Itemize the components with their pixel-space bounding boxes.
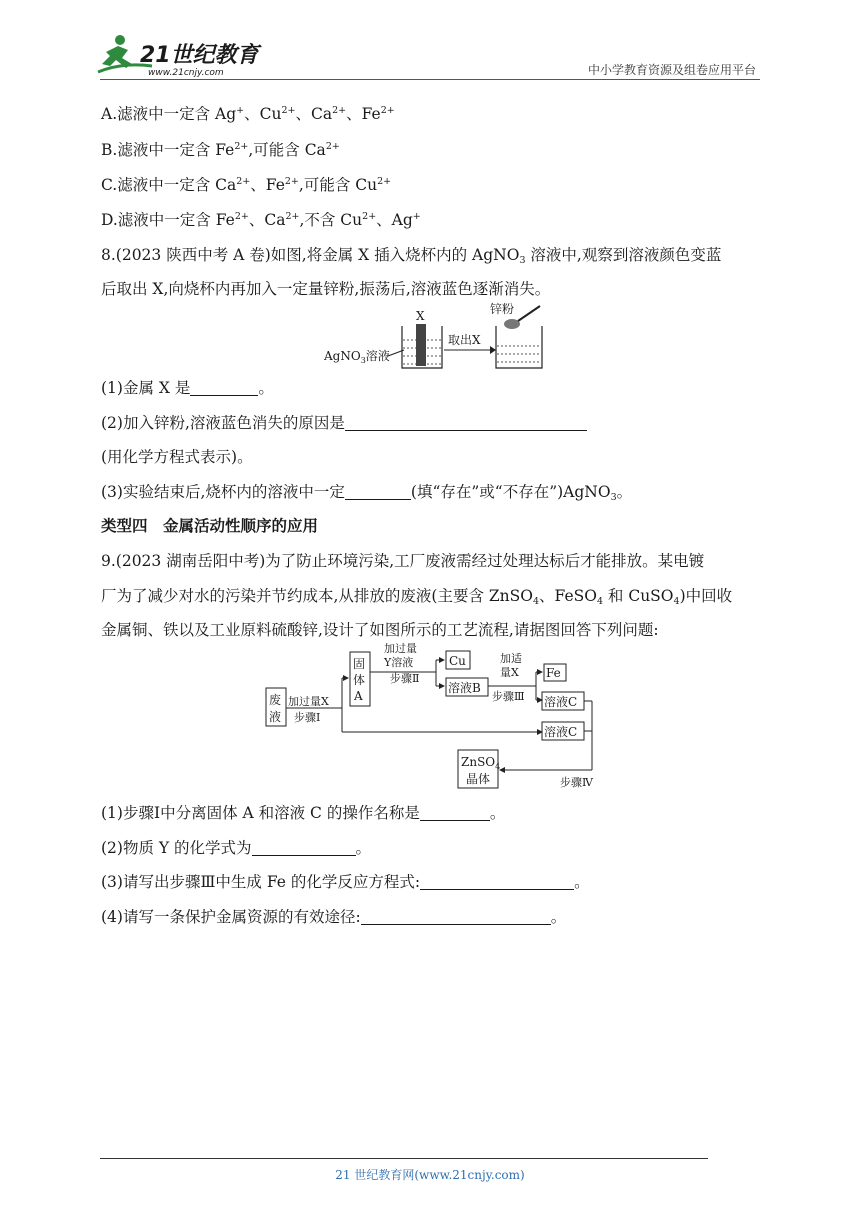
step3-label-a: 加适 [500,652,522,665]
step1-label-b: 步骤Ⅰ [294,711,321,724]
platform-name: 中小学教育资源及组卷应用平台 [587,63,756,77]
svg-text:溶液B: 溶液B [448,681,481,695]
step2-label-b: Y溶液 [384,656,414,669]
step2-label-a: 加过量 [384,642,417,655]
header-divider [100,79,760,80]
svg-text:溶液C: 溶液C [544,695,578,709]
q8-stem-line1: 8.(2023 陕西中考 A 卷)如图,将金属 X 插入烧杯内的 AgNO$_3$ 溶液中,观察到溶液颜色变蓝 [101,246,722,266]
svg-text:Fe: Fe [546,666,561,680]
beaker-left [402,324,442,368]
answer-blank[interactable] [420,804,490,821]
q9-part3: (3)请写出步骤Ⅲ中生成 Fe 的化学反应方程式: 。 [101,873,590,891]
answer-blank[interactable] [345,414,587,431]
process-flowchart [260,642,600,792]
svg-text:废: 废 [269,693,282,707]
svg-text:体: 体 [353,673,366,687]
agno3-label: AgNO$_3$溶液 [324,349,390,365]
svg-text:固: 固 [353,657,366,671]
logo-url: www.21cnjy.com [148,68,224,78]
svg-text:ZnSO4: ZnSO$_4$ [461,755,501,771]
svg-text:晶体: 晶体 [466,772,491,786]
svg-text:液: 液 [269,710,282,724]
zinc-label: 锌粉 [490,302,515,316]
q9-part4: (4)请写一条保护金属资源的有效途径: 。 [101,908,567,926]
svg-text:溶液C: 溶液C [544,725,578,739]
answer-blank[interactable] [361,908,551,925]
q9-stem-line1: 9.(2023 湖南岳阳中考)为了防止环境污染,工厂废液需经过处理达标后才能排放。某电镀 [101,552,705,570]
option-c: C.滤液中一定含 $Ca^{2+}$、$Fe^{2+}$,可能含 $Cu^{2+}$ [101,176,392,194]
q9-stem-line3: 金属铜、铁以及工业原料硫酸锌,设计了如图所示的工艺流程,请据图回答下列问题: [101,621,659,639]
answer-blank[interactable] [190,379,258,396]
svg-text:Cu: Cu [449,654,466,668]
svg-text:A: A [354,689,363,703]
step4-label: 步骤Ⅳ [560,776,593,789]
q8-part2: (2)加入锌粉,溶液蓝色消失的原因是 [101,412,587,434]
footer-link[interactable]: 21 世纪教育网(www.21cnjy.com) [335,1168,525,1182]
q8-part3: (3)实验结束后,烧杯内的溶液中一定 (填“存在”或“不存在”)AgNO$_3$。 [101,483,633,503]
option-a: A.滤液中一定含 Ag+、$Cu^{2+}$、$Ca^{2+}$、$Fe^{2+}$ [101,105,395,123]
x-label: X [416,309,425,323]
q9-part2: (2)物质 Y 的化学式为 。 [101,839,372,857]
arrow-label: 取出X [448,333,481,347]
step1-label-a: 加过量X [288,695,329,708]
step3-label-c: 步骤Ⅲ [492,690,525,703]
option-b: B.滤液中一定含 $Fe^{2+}$,可能含 $Ca^{2+}$ [101,141,340,159]
section-title: 类型四 金属活动性顺序的应用 [101,517,319,535]
q8-part2-note: (用化学方程式表示)。 [101,448,253,466]
q8-part1: (1)金属 X 是 。 [101,379,274,397]
site-logo [92,32,262,80]
q8-stem-line2: 后取出 X,向烧杯内再加入一定量锌粉,振荡后,溶液蓝色逐渐消失。 [101,280,551,298]
logo-text: 21世纪教育 [140,43,259,68]
footer-divider [100,1158,708,1159]
step2-label-c: 步骤Ⅱ [390,672,420,685]
q9-stem-line2: 厂为了减少对水的污染并节约成本,从排放的废液(主要含 ZnSO$_4$、FeSO$_4$ 和 CuSO$_4$)中回收 [101,587,733,607]
step3-label-b: 量X [500,666,519,679]
answer-blank[interactable] [420,873,574,890]
option-d: D.滤液中一定含 $Fe^{2+}$、$Ca^{2+}$,不含 $Cu^{2+}$、Ag+ [101,211,421,229]
answer-blank[interactable] [345,483,411,500]
beaker-right [496,326,542,368]
q9-part1: (1)步骤Ⅰ中分离固体 A 和溶液 C 的操作名称是 。 [101,804,506,822]
answer-blank[interactable] [252,839,356,856]
q8-figure [320,298,550,376]
